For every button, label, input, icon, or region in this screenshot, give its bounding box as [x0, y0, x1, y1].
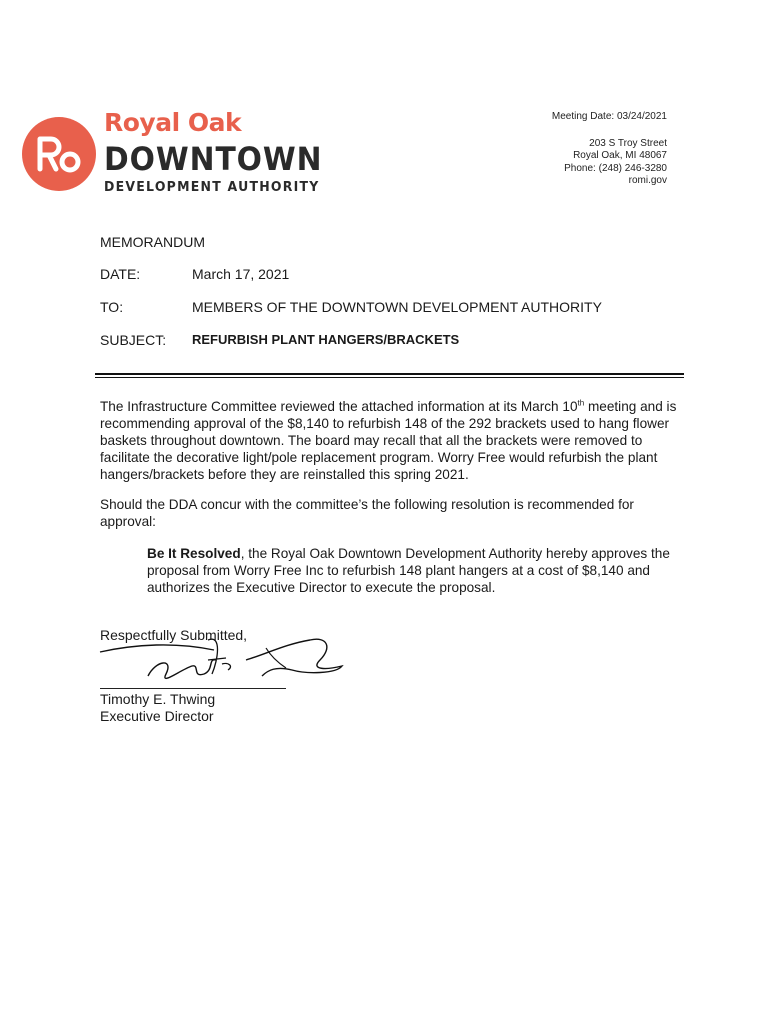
contact-block	[552, 111, 667, 188]
p1-text-start: The Infrastructure Committee reviewed the attached information at its March 10	[100, 399, 578, 414]
body-paragraph-1	[100, 398, 690, 483]
city-state-zip: Royal Oak, MI 48067	[573, 150, 667, 161]
date-label: DATE:	[100, 266, 141, 282]
body-paragraph-2: Should the DDA concur with the committee’s the following resolution is recommended for approval:	[100, 497, 634, 529]
date-value: March 17, 2021	[192, 266, 290, 282]
signer-title: Executive Director	[100, 708, 214, 724]
to-value: MEMBERS OF THE DOWNTOWN DEVELOPMENT AUTHORITY	[192, 299, 602, 315]
sign-off: Respectfully Submitted,	[100, 627, 248, 643]
brand-royal-oak: Royal Oak	[104, 108, 242, 137]
header-divider-thin	[95, 377, 684, 378]
to-label: TO:	[100, 299, 124, 315]
street-address: 203 S Troy Street	[589, 137, 667, 149]
signature-line	[100, 688, 286, 689]
header-divider	[95, 373, 684, 375]
meeting-date: Meeting Date: 03/24/2021	[551, 111, 667, 122]
resolution-text: , the Royal Oak Downtown Development Authority hereby approves the proposal from Worry Free Inc to refurbish 148 plant hangers at a cost of $8,140 and authorizes the Executive Director to execute the proposal.	[147, 546, 670, 595]
website: romi.gov	[628, 175, 667, 186]
phone-number: Phone: (248) 246-3280	[564, 162, 667, 174]
subject-label: SUBJECT:	[100, 332, 167, 348]
memo-title: MEMORANDUM	[100, 234, 205, 250]
signer-name: Timothy E. Thwing	[100, 691, 216, 707]
dda-logo-icon	[22, 117, 96, 191]
p1-text-end: meeting and is recommending approval of the $8,140 to refurbish 148 of the 292 brackets used to hang flower baskets throughout downtown. The board may recall that all the brackets were removed to facilitate the decorative light/pole replacement program. Worry Free would refurbish the plant hangers/brackets before they are reinstalled this spring 2021.	[100, 399, 677, 482]
resolution-heading: Be It Resolved	[147, 546, 241, 561]
brand-downtown: DOWNTOWN	[104, 140, 323, 178]
brand-development-authority: DEVELOPMENT AUTHORITY	[104, 180, 320, 195]
signature-image	[96, 630, 346, 696]
subject-value: REFURBISH PLANT HANGERS/BRACKETS	[192, 332, 460, 347]
p1-superscript: th	[577, 398, 585, 408]
resolution-paragraph	[147, 545, 692, 596]
